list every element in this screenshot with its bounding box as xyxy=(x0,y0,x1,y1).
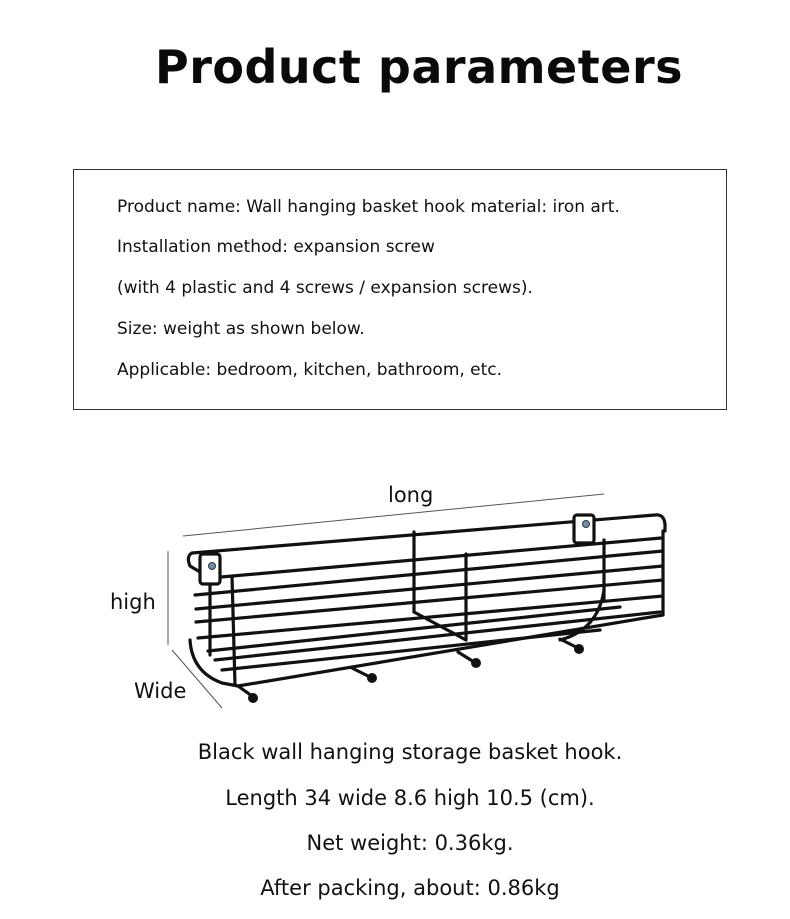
label-long: long xyxy=(388,483,434,507)
description-packed-weight: After packing, about: 0.86kg xyxy=(260,876,560,900)
param-line-product-name: Product name: Wall hanging basket hook material: iron art. xyxy=(117,197,620,217)
hook-balls xyxy=(248,644,584,703)
description-product: Black wall hanging storage basket hook. xyxy=(197,740,623,764)
param-line-installation: Installation method: expansion screw xyxy=(117,237,435,257)
param-line-size: Size: weight as shown below. xyxy=(117,319,365,339)
page-title: Product parameters xyxy=(154,40,684,94)
param-line-screws: (with 4 plastic and 4 screws / expansion screws). xyxy=(117,278,533,298)
description-dimensions: Length 34 wide 8.6 high 10.5 (cm). xyxy=(225,786,595,810)
label-wide: Wide xyxy=(134,679,187,703)
parameters-box xyxy=(73,169,727,410)
basket-illustration xyxy=(188,515,665,696)
description-net-weight: Net weight: 0.36kg. xyxy=(306,831,514,855)
label-high: high xyxy=(110,590,156,614)
param-line-applicable: Applicable: bedroom, kitchen, bathroom, etc. xyxy=(117,360,503,380)
